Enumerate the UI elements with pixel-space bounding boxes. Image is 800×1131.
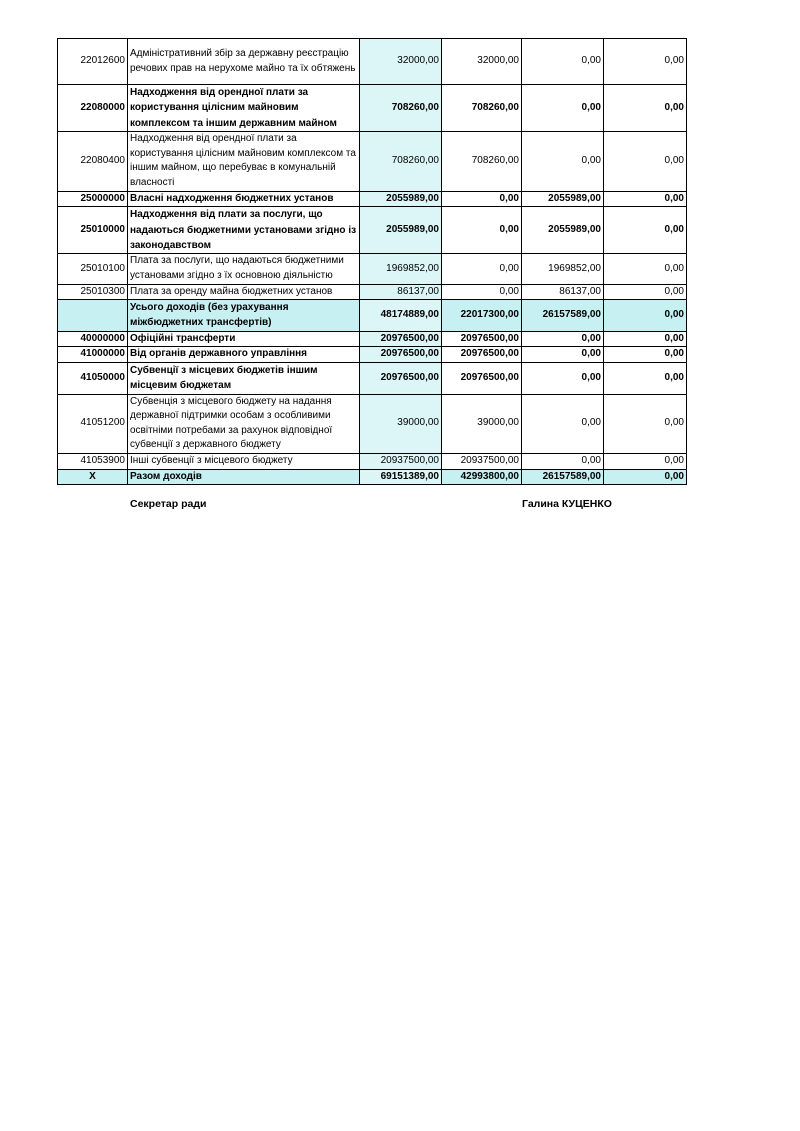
table-row	[58, 362, 687, 394]
row-name: Надходження від плати за послуги, що надаються бюджетними установами згідно із законодавством	[128, 207, 360, 254]
row-development-budget: 0,00	[604, 191, 687, 207]
row-total: 2055989,00	[360, 191, 442, 207]
row-general-fund: 20976500,00	[442, 362, 522, 394]
row-code: Х	[58, 469, 128, 485]
row-total: 48174889,00	[360, 300, 442, 332]
row-general-fund: 20976500,00	[442, 347, 522, 363]
row-code: 22012600	[58, 39, 128, 85]
row-code: 41053900	[58, 453, 128, 469]
table-row	[58, 331, 687, 347]
row-development-budget: 0,00	[604, 300, 687, 332]
row-code	[58, 300, 128, 332]
row-code: 40000000	[58, 331, 128, 347]
row-development-budget: 0,00	[604, 362, 687, 394]
row-general-fund: 0,00	[442, 254, 522, 284]
row-total: 32000,00	[360, 39, 442, 85]
row-total: 69151389,00	[360, 469, 442, 485]
row-general-fund: 0,00	[442, 191, 522, 207]
row-total: 20976500,00	[360, 362, 442, 394]
row-code: 25010100	[58, 254, 128, 284]
row-development-budget: 0,00	[604, 85, 687, 132]
row-total: 39000,00	[360, 394, 442, 453]
row-general-fund: 42993800,00	[442, 469, 522, 485]
row-development-budget: 0,00	[604, 331, 687, 347]
row-special-fund: 26157589,00	[522, 300, 604, 332]
table-row	[58, 39, 687, 85]
table-row	[58, 284, 687, 300]
row-code: 22080400	[58, 131, 128, 191]
row-development-budget: 0,00	[604, 207, 687, 254]
row-general-fund: 39000,00	[442, 394, 522, 453]
row-total: 86137,00	[360, 284, 442, 300]
row-special-fund: 0,00	[522, 394, 604, 453]
row-name: Надходження від орендної плати за користування цілісним майновим комплексом та іншим майном, що перебуває в комунальній власності	[128, 131, 360, 191]
row-special-fund: 0,00	[522, 453, 604, 469]
row-total: 708260,00	[360, 131, 442, 191]
row-special-fund: 0,00	[522, 331, 604, 347]
row-total: 20976500,00	[360, 331, 442, 347]
row-total: 708260,00	[360, 85, 442, 132]
table-row	[58, 131, 687, 191]
row-special-fund: 0,00	[522, 362, 604, 394]
row-development-budget: 0,00	[604, 453, 687, 469]
row-development-budget: 0,00	[604, 131, 687, 191]
row-general-fund: 708260,00	[442, 131, 522, 191]
row-code: 25000000	[58, 191, 128, 207]
row-code: 25010300	[58, 284, 128, 300]
row-special-fund: 0,00	[522, 39, 604, 85]
row-name: Адміністративний збір за державну реєстрацію речових прав на нерухоме майно та їх обтяжень	[128, 39, 360, 85]
row-name: Разом доходів	[128, 469, 360, 485]
row-development-budget: 0,00	[604, 254, 687, 284]
row-special-fund: 86137,00	[522, 284, 604, 300]
row-name: Власні надходження бюджетних установ	[128, 191, 360, 207]
row-name: Усього доходів (без урахування міжбюджетних трансфертів)	[128, 300, 360, 332]
row-code: 41051200	[58, 394, 128, 453]
row-special-fund: 0,00	[522, 85, 604, 132]
row-general-fund: 0,00	[442, 284, 522, 300]
signature-name: Галина КУЦЕНКО	[522, 498, 612, 510]
table-row	[58, 300, 687, 332]
row-name: Надходження від орендної плати за користування цілісним майновим комплексом та іншим державним майном	[128, 85, 360, 132]
row-code: 41000000	[58, 347, 128, 363]
row-name: Інші субвенції з місцевого бюджету	[128, 453, 360, 469]
row-general-fund: 708260,00	[442, 85, 522, 132]
table-row	[58, 347, 687, 363]
row-development-budget: 0,00	[604, 394, 687, 453]
row-development-budget: 0,00	[604, 39, 687, 85]
revenue-table	[57, 38, 687, 485]
row-name: Субвенція з місцевого бюджету на надання державної підтримки особам з особливими освітніми потребами за рахунок відповідної субвенції з державного бюджету	[128, 394, 360, 453]
row-special-fund: 26157589,00	[522, 469, 604, 485]
row-general-fund: 20976500,00	[442, 331, 522, 347]
row-general-fund: 0,00	[442, 207, 522, 254]
row-general-fund: 32000,00	[442, 39, 522, 85]
row-special-fund: 2055989,00	[522, 207, 604, 254]
row-name: Плата за оренду майна бюджетних установ	[128, 284, 360, 300]
row-name: Субвенції з місцевих бюджетів іншим місцевим бюджетам	[128, 362, 360, 394]
row-code: 41050000	[58, 362, 128, 394]
row-code: 25010000	[58, 207, 128, 254]
signature-position: Секретар ради	[130, 498, 207, 510]
row-total: 1969852,00	[360, 254, 442, 284]
table-row	[58, 207, 687, 254]
row-special-fund: 0,00	[522, 347, 604, 363]
table-row	[58, 85, 687, 132]
row-special-fund: 1969852,00	[522, 254, 604, 284]
table-row	[58, 394, 687, 453]
row-code: 22080000	[58, 85, 128, 132]
table-row	[58, 191, 687, 207]
revenue-table-body	[58, 39, 687, 485]
row-development-budget: 0,00	[604, 284, 687, 300]
row-development-budget: 0,00	[604, 347, 687, 363]
table-row	[58, 469, 687, 485]
row-name: Плата за послуги, що надаються бюджетними установами згідно з їх основною діяльністю	[128, 254, 360, 284]
row-general-fund: 20937500,00	[442, 453, 522, 469]
row-total: 2055989,00	[360, 207, 442, 254]
table-row	[58, 453, 687, 469]
row-name: Від органів державного управління	[128, 347, 360, 363]
row-special-fund: 0,00	[522, 131, 604, 191]
row-name: Офіційні трансферти	[128, 331, 360, 347]
table-row	[58, 254, 687, 284]
row-general-fund: 22017300,00	[442, 300, 522, 332]
row-special-fund: 2055989,00	[522, 191, 604, 207]
row-total: 20976500,00	[360, 347, 442, 363]
row-total: 20937500,00	[360, 453, 442, 469]
row-development-budget: 0,00	[604, 469, 687, 485]
